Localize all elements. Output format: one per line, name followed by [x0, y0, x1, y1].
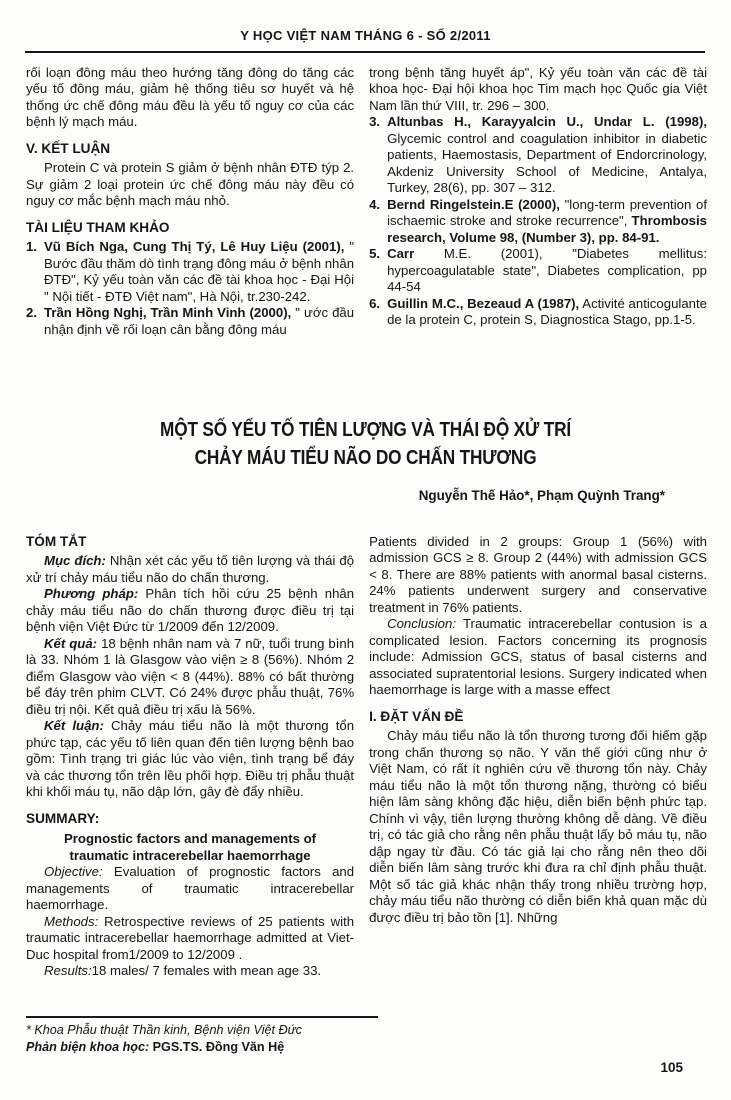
- article-title-line1: MỘT SỐ YẾU TỐ TIÊN LƯỢNG VÀ THÁI ĐỘ XỬ TRÍ: [160, 418, 571, 441]
- footnote-affiliation: * Khoa Phẫu thuật Thần kinh, Bệnh viện Việt Đức: [26, 1023, 302, 1037]
- footnote: [26, 1016, 388, 1056]
- reference-detail: M.E. (2001), "Diabetes mellitus: hypercoagulatable state", Diabetes complication, pp 44-54: [387, 246, 707, 294]
- footnote-reviewer-label: Phản biện khoa học:: [26, 1040, 150, 1054]
- abstract-paragraph-conclusion: [26, 718, 354, 801]
- footnote-reviewer-name: PGS.TS. Đồng Văn Hệ: [149, 1040, 285, 1054]
- introduction-text: Chảy máu tiểu não là tổn thương tương đối hiếm gặp trong chấn thương sọ não. Y văn thế giới cũng như ở Việt Nam, có rất ít nghiên cứu về thương tổn này. Chảy máu tiểu não là một tổn thương nặng, thường có biểu hiện lâm sàng không đặc hiệu, diễn biến bệnh phức tạp. Chính vì vậy, tiên lượng thường không dễ dàng. Về điều trị, có tác giả cho rằng nên phẫu thuật lấy bỏ máu tụ, não dập ngay từ đầu. Có tác giả lại cho rằng nên theo dõi diễn biến lâm sàng trước khi đưa ra chỉ định phẫu thuật. Một số tác giả khác nhận thấy trong nhiều trường hợp, chảy máu tiểu não thường có diễn biến khả quan mặc dù được điều trị bảo tồn [1]. Những: [369, 728, 707, 925]
- footnote-rule: [26, 1016, 378, 1018]
- conclusion-text: Protein C và protein S giảm ở bệnh nhân ĐTĐ týp 2. Sự giảm 2 loại protein ức chế đông máu này đều có nguy cơ mắc bệnh mạch máu nhỏ.: [26, 160, 355, 208]
- summary-block: [26, 811, 354, 980]
- article-authors: Nguyễn Thế Hảo*, Phạm Quỳnh Trang*: [418, 488, 665, 503]
- article-title: [58, 416, 672, 472]
- abstract-lead: Phương pháp:: [44, 586, 139, 601]
- summary-conclusion-text: Traumatic intracerebellar contusion is a complicated lesion. Factors concerning its prognosis include: Admission GCS, status of basal cisterns and associated supratentorial lesions. Surgery indicated when haemorrhage is large with a masse effect: [369, 616, 707, 697]
- reference-text: [387, 246, 707, 296]
- introduction-heading: I. ĐẶT VẤN ĐỀ: [369, 708, 464, 724]
- reference-item: [369, 114, 707, 197]
- reference-continuation: trong bệnh tăng huyết áp", Kỷ yếu toàn văn các đề tài khoa học- Đại hội khoa học Tim mạch học Quốc gia Việt Nam lần thứ VIII, tr. 296 – 300.: [369, 64, 707, 113]
- abstract-heading: TÓM TẮT: [26, 533, 87, 549]
- abstract-lead: Mục đích:: [44, 553, 106, 568]
- section2-right-column: [369, 534, 707, 980]
- references-heading: TÀI LIỆU THAM KHẢO: [26, 219, 170, 235]
- previous-article-section: [0, 53, 731, 339]
- summary-text: Retrospective reviews of 25 patients with traumatic intracerebellar haemorrhage admitted at Viet-Duc hospital from1/2009 to 12/2009 .: [26, 913, 355, 962]
- summary-lead: Methods:: [44, 913, 99, 929]
- summary-lead: Objective:: [44, 864, 103, 879]
- article-body-section: [0, 522, 731, 980]
- abstract-lead: Kết quả:: [44, 635, 98, 651]
- reference-detail: " Bước đầu thăm dò tình trạng đông máu ở bệnh nhân ĐTĐ", Kỷ yếu toàn văn các đề tài khoa học - Đại Hội " Nội tiết - ĐTĐ Việt nam", Hà Nội, tr.230-242.: [44, 239, 355, 304]
- summary-lead: Results:: [44, 963, 92, 978]
- reference-text: [387, 114, 707, 197]
- journal-title: Y HỌC VIỆT NAM THÁNG 6 - SỐ 2/2011: [240, 28, 491, 43]
- reference-text: [44, 239, 354, 305]
- abstract-lead: Kết luận:: [44, 718, 104, 733]
- reference-item: [369, 197, 707, 247]
- abstract-paragraph-objective: [26, 553, 354, 586]
- summary-conclusion: [369, 616, 707, 699]
- reference-detail: Glycemic control and coagulation inhibitor in diabetic patients, Haemostasis, Department of Endorcrinology, Akdeniz University School of Medicine, Antalya, Turkey, 28(6), pp. 307 – 312.: [387, 130, 707, 195]
- section1-left-column: [26, 65, 354, 339]
- reference-number: 1.: [26, 239, 37, 254]
- reference-authors: Bernd Ringelstein.E (2000),: [387, 196, 560, 212]
- reference-text: [387, 197, 707, 247]
- reference-detail: Activité anticogulante de la protein C, protein S, Diagnostica Stago, pp.1-5.: [387, 295, 707, 327]
- reference-text: [387, 296, 707, 329]
- summary-continuation: Patients divided in 2 groups: Group 1 (56%) with admission GCS ≥ 8. Group 2 (44%) with admission GCS < 8. There are 88% patients with anormal basal cisterns. 24% patients underwent surgery and conservative treatment in 76% patients.: [369, 533, 707, 615]
- abstract-text: Phân tích hồi cứu 25 bệnh nhân chảy máu tiểu não do chấn thương được điều trị tại bệnh viện Việt Đức từ 1/2009 đến 12/2009.: [26, 586, 355, 634]
- reference-number: 5.: [369, 246, 381, 261]
- section1-right-column: [369, 65, 707, 339]
- reference-detail: "long-term prevention of ischaemic stroke and stroke recurrence",: [387, 196, 707, 228]
- reference-detail: " ước đầu nhận định về rối loạn cân bằng đông máu: [44, 305, 355, 337]
- article-title-line2: CHẢY MÁU TIỂU NÃO DO CHẤN THƯƠNG: [194, 446, 537, 469]
- reference-authors: Trần Hồng Nghị, Trần Minh Vinh (2000),: [44, 305, 292, 320]
- summary-paragraph-methods: [26, 914, 354, 964]
- reference-number: 2.: [26, 305, 37, 320]
- summary-text: 18 males/ 7 females with mean age 33.: [91, 963, 322, 978]
- reference-number: 3.: [369, 114, 381, 129]
- reference-number: 6.: [369, 295, 381, 311]
- abstract-text: Chảy máu tiểu não là một thương tổn phức tạp, các yếu tố liên quan đến tiên lượng bệnh bao gồm: Tình trạng tri giác lúc vào viện, tình trạng bể đáy và các thương tổn trên lều phối hợp. Điều trị phẫu thuật khi khối máu tụ, não dập lớn, gây đè đẩy nhiều.: [26, 718, 355, 799]
- page-number: 105: [660, 1059, 683, 1075]
- reference-authors: Carr: [387, 246, 415, 261]
- reference-item: [369, 246, 707, 296]
- summary-heading: SUMMARY:: [26, 810, 100, 826]
- reference-journal: Thrombosis research, Volume 98, (Number 3), pp. 84-91.: [387, 213, 707, 245]
- summary-conclusion-lead: Conclusion:: [387, 616, 456, 631]
- reference-item: [26, 239, 354, 305]
- summary-subtitle-line1: Prognostic factors and managements of: [64, 831, 317, 846]
- abstract-text: Nhận xét các yếu tố tiên lượng và thái độ xử trí chảy máu tiểu não do chấn thương.: [26, 553, 355, 585]
- summary-paragraph-objective: [26, 864, 354, 914]
- prev-article-continuation: rối loạn đông máu theo hướng tăng đông do tăng các yếu tố đông máu, giảm hệ thống tiêu sơ huyết và hệ thống ức chế đông máu đều là yếu tố nguy cơ của các bệnh lý mạch máu.: [26, 64, 355, 129]
- summary-subtitle-line2: traumatic intracerebellar haemorrhage: [69, 848, 311, 863]
- summary-paragraph-results: [26, 963, 354, 980]
- abstract-paragraph-results: [26, 636, 354, 719]
- section2-left-column: [26, 534, 354, 980]
- reference-authors: Guillin M.C., Bezeaud A (1987),: [387, 295, 580, 311]
- abstract-paragraph-methods: [26, 586, 354, 636]
- reference-authors: Altunbas H., Karayyalcin U., Undar L. (1998),: [387, 114, 707, 129]
- conclusion-heading: V. KẾT LUẬN: [26, 140, 111, 156]
- summary-text: Evaluation of prognostic factors and managements of traumatic intracerebellar haemorrhage.: [26, 864, 355, 912]
- footnote-reviewer: [26, 1039, 388, 1056]
- reference-item: [369, 296, 707, 329]
- abstract-text: 18 bệnh nhân nam và 7 nữ, tuổi trung bình là 33. Nhóm 1 là Glasgow vào viện ≥ 8 (56%). Nhóm 2 điểm Glasgow vào viện < 8 (44%). 88% có bất thường bể đáy trên phim CLVT. Có 24% được phẫu thuật, 76% điều trị nội. Kết quả điều trị xấu là 56%.: [26, 635, 355, 717]
- reference-authors: Vũ Bích Nga, Cung Thị Tý, Lê Huy Liệu (2001),: [44, 239, 345, 254]
- reference-number: 4.: [369, 196, 381, 212]
- reference-text: [44, 305, 354, 338]
- reference-item: [26, 305, 354, 338]
